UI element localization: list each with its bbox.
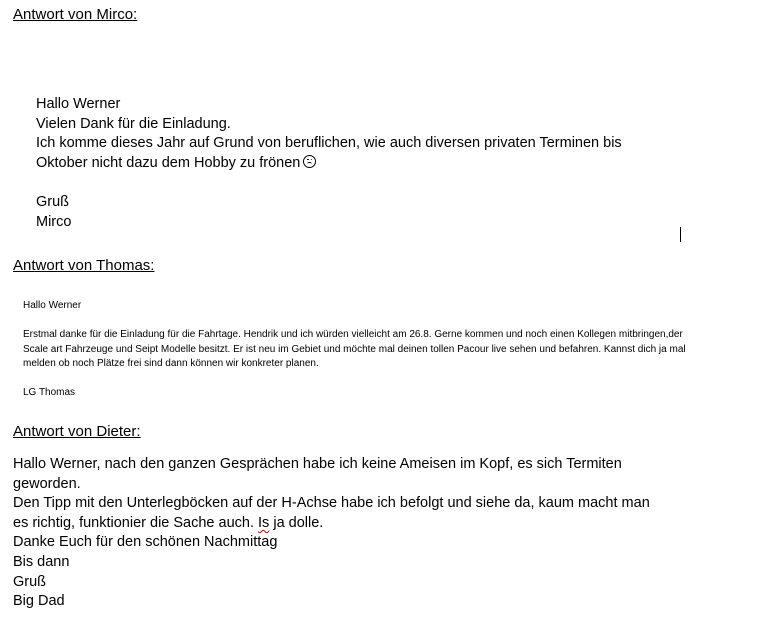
text-line-with-emoji	[36, 154, 622, 174]
misspelled-word[interactable]: Is	[258, 514, 270, 531]
text-line: melden ob noch Plätze frei sind dann können wir konkreter planen.	[23, 358, 319, 369]
text-line: Vielen Dank für die Einladung.	[36, 115, 231, 132]
text-cursor	[680, 227, 681, 242]
heading-dieter: Antwort von Dieter:	[13, 423, 141, 440]
text-line: Scale art Fahrzeuge und Seipt Modelle besitzt. Er ist neu im Gebiet und möchte mal deinen tollen Pacour live sehen und befahren. Kannst dich ja mal	[23, 343, 686, 355]
blank-line	[23, 372, 686, 387]
blank-line	[36, 173, 622, 193]
text-line: Hallo Werner	[23, 300, 82, 311]
text-line: Gruß	[13, 573, 47, 590]
text-line: Bis dann	[13, 553, 70, 570]
text-line: Hallo Werner, nach den ganzen Gesprächen habe ich keine Ameisen im Kopf, es sich Termiten	[13, 456, 622, 472]
text-line: Danke Euch für den schönen Nachmittag	[13, 534, 278, 551]
reply-mirco-body	[36, 95, 622, 232]
text-fragment: es richtig, funktionier die Sache auch.	[13, 514, 254, 531]
text-line-with-spellcheck	[13, 514, 650, 534]
text-fragment: ja dolle.	[273, 514, 324, 531]
reply-dieter-body	[13, 455, 650, 612]
text-line: Erstmal danke für die Einladung für die Fahrtage. Hendrik und ich würden vielleicht am 26.8. Gerne kommen und noch einen Kollegen mitbringen,der	[23, 329, 683, 340]
text-line: LG Thomas	[23, 387, 76, 398]
text-line: Ich komme dieses Jahr auf Grund von beruflichen, wie auch diversen privaten Terminen bis	[36, 135, 622, 152]
reply-thomas-body	[23, 299, 686, 401]
heading-mirco: Antwort von Mirco:	[13, 6, 138, 23]
text-fragment: Oktober nicht dazu dem Hobby zu frönen	[36, 154, 301, 171]
text-line: Big Dad	[13, 593, 65, 610]
text-line: geworden.	[13, 475, 81, 492]
text-line: Mirco	[36, 213, 72, 230]
sad-face-icon	[303, 155, 316, 168]
text-line: Hallo Werner	[36, 96, 121, 112]
heading-thomas: Antwort von Thomas:	[13, 257, 155, 274]
blank-line	[23, 314, 686, 329]
text-line: Gruß	[36, 193, 70, 210]
text-line: Den Tipp mit den Unterlegböcken auf der H-Achse habe ich befolgt und siehe da, kaum macht man	[13, 495, 650, 512]
